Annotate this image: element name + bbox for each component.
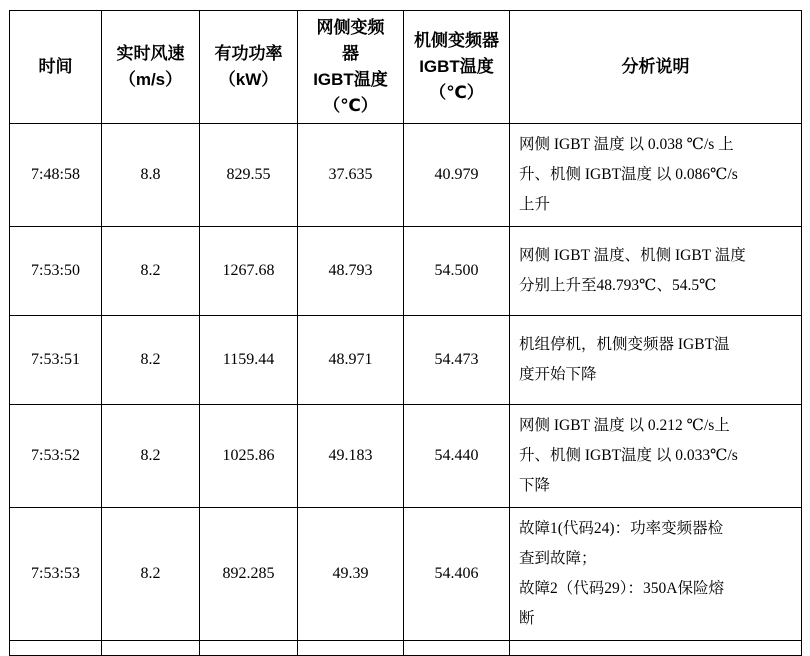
cell-grid-igbt-temp: 48.793 [298,227,404,316]
cell-active-power [200,641,298,656]
table-row [10,508,802,641]
cell-analysis [510,124,802,227]
table-row-partial [10,641,802,656]
cell-analysis [510,316,802,405]
analysis-line: 机组停机，机侧变频器 IGBT温 [519,336,730,353]
cell-wind-speed: 8.2 [102,405,200,508]
cell-wind-speed: 8.8 [102,124,200,227]
analysis-line: 断 [519,610,535,627]
cell-active-power: 1267.68 [200,227,298,316]
cell-machine-igbt-temp [404,641,510,656]
cell-grid-igbt-temp [298,641,404,656]
cell-wind-speed: 8.2 [102,227,200,316]
cell-machine-igbt-temp: 54.473 [404,316,510,405]
column-header-active-power-line1: 有功功率 [214,44,283,63]
cell-active-power: 829.55 [200,124,298,227]
cell-time: 7:53:53 [10,508,102,641]
cell-machine-igbt-temp: 54.500 [404,227,510,316]
cell-time: 7:53:50 [10,227,102,316]
table-header [10,11,802,124]
cell-analysis [510,405,802,508]
column-header-active-power-line2: （kW） [218,70,279,89]
table-body [10,124,802,656]
table-row [10,316,802,405]
table-row [10,405,802,508]
table-row [10,227,802,316]
column-header-machine-igbt-temp [404,11,510,124]
analysis-line: 故障2（代码29）：350A保险熔 [519,580,724,597]
column-header-grid-igbt-temp-line2: 器 [342,44,359,63]
parameter-analysis-table [9,10,802,656]
column-header-analysis-line1: 分析说明 [621,57,690,76]
analysis-line: 查到故障； [519,550,597,567]
document-page [0,10,810,644]
column-header-analysis [510,11,802,124]
cell-machine-igbt-temp: 40.979 [404,124,510,227]
column-header-wind-speed-line2: （m/s） [118,70,183,89]
cell-time [10,641,102,656]
column-header-grid-igbt-temp-line1: 网侧变频 [316,18,385,37]
analysis-line: 故障1(代码24)：功率变频器检 [519,520,724,537]
cell-active-power: 1159.44 [200,316,298,405]
column-header-time-line1: 时间 [38,57,73,76]
analysis-line: 度开始下降 [519,366,597,383]
cell-analysis [510,227,802,316]
analysis-line: 升、机侧 IGBT温度 以 0.033℃/s [519,447,738,464]
analysis-line: 网侧 IGBT 温度 以 0.038 ℃/s 上 [519,136,734,153]
cell-wind-speed: 8.2 [102,508,200,641]
table-header-row [10,11,802,124]
analysis-line: 网侧 IGBT 温度、机侧 IGBT 温度 [519,247,746,264]
analysis-line: 分别上升至48.793℃、54.5℃ [519,277,717,294]
column-header-grid-igbt-temp-line3: IGBT温度 [313,70,388,89]
column-header-time [10,11,102,124]
analysis-line: 升、机侧 IGBT温度 以 0.086℃/s [519,166,738,183]
column-header-grid-igbt-temp [298,11,404,124]
cell-machine-igbt-temp: 54.440 [404,405,510,508]
cell-grid-igbt-temp: 37.635 [298,124,404,227]
cell-wind-speed [102,641,200,656]
cell-time: 7:48:58 [10,124,102,227]
column-header-machine-igbt-temp-line2: IGBT温度 [419,57,494,76]
column-header-wind-speed-line1: 实时风速 [116,44,185,63]
cell-active-power: 892.285 [200,508,298,641]
analysis-line: 上升 [519,196,551,213]
column-header-grid-igbt-temp-line4: （℃） [323,96,378,115]
analysis-line: 网侧 IGBT 温度 以 0.212 ℃/s上 [519,417,730,434]
cell-time: 7:53:51 [10,316,102,405]
column-header-machine-igbt-temp-line3: （℃） [429,83,484,102]
column-header-machine-igbt-temp-line1: 机侧变频器 [414,31,499,50]
cell-analysis [510,508,802,641]
cell-grid-igbt-temp: 48.971 [298,316,404,405]
column-header-wind-speed [102,11,200,124]
column-header-active-power [200,11,298,124]
table-row [10,124,802,227]
cell-analysis [510,641,802,656]
cell-grid-igbt-temp: 49.183 [298,405,404,508]
cell-time: 7:53:52 [10,405,102,508]
cell-machine-igbt-temp: 54.406 [404,508,510,641]
analysis-line: 下降 [519,477,551,494]
cell-grid-igbt-temp: 49.39 [298,508,404,641]
cell-active-power: 1025.86 [200,405,298,508]
cell-wind-speed: 8.2 [102,316,200,405]
